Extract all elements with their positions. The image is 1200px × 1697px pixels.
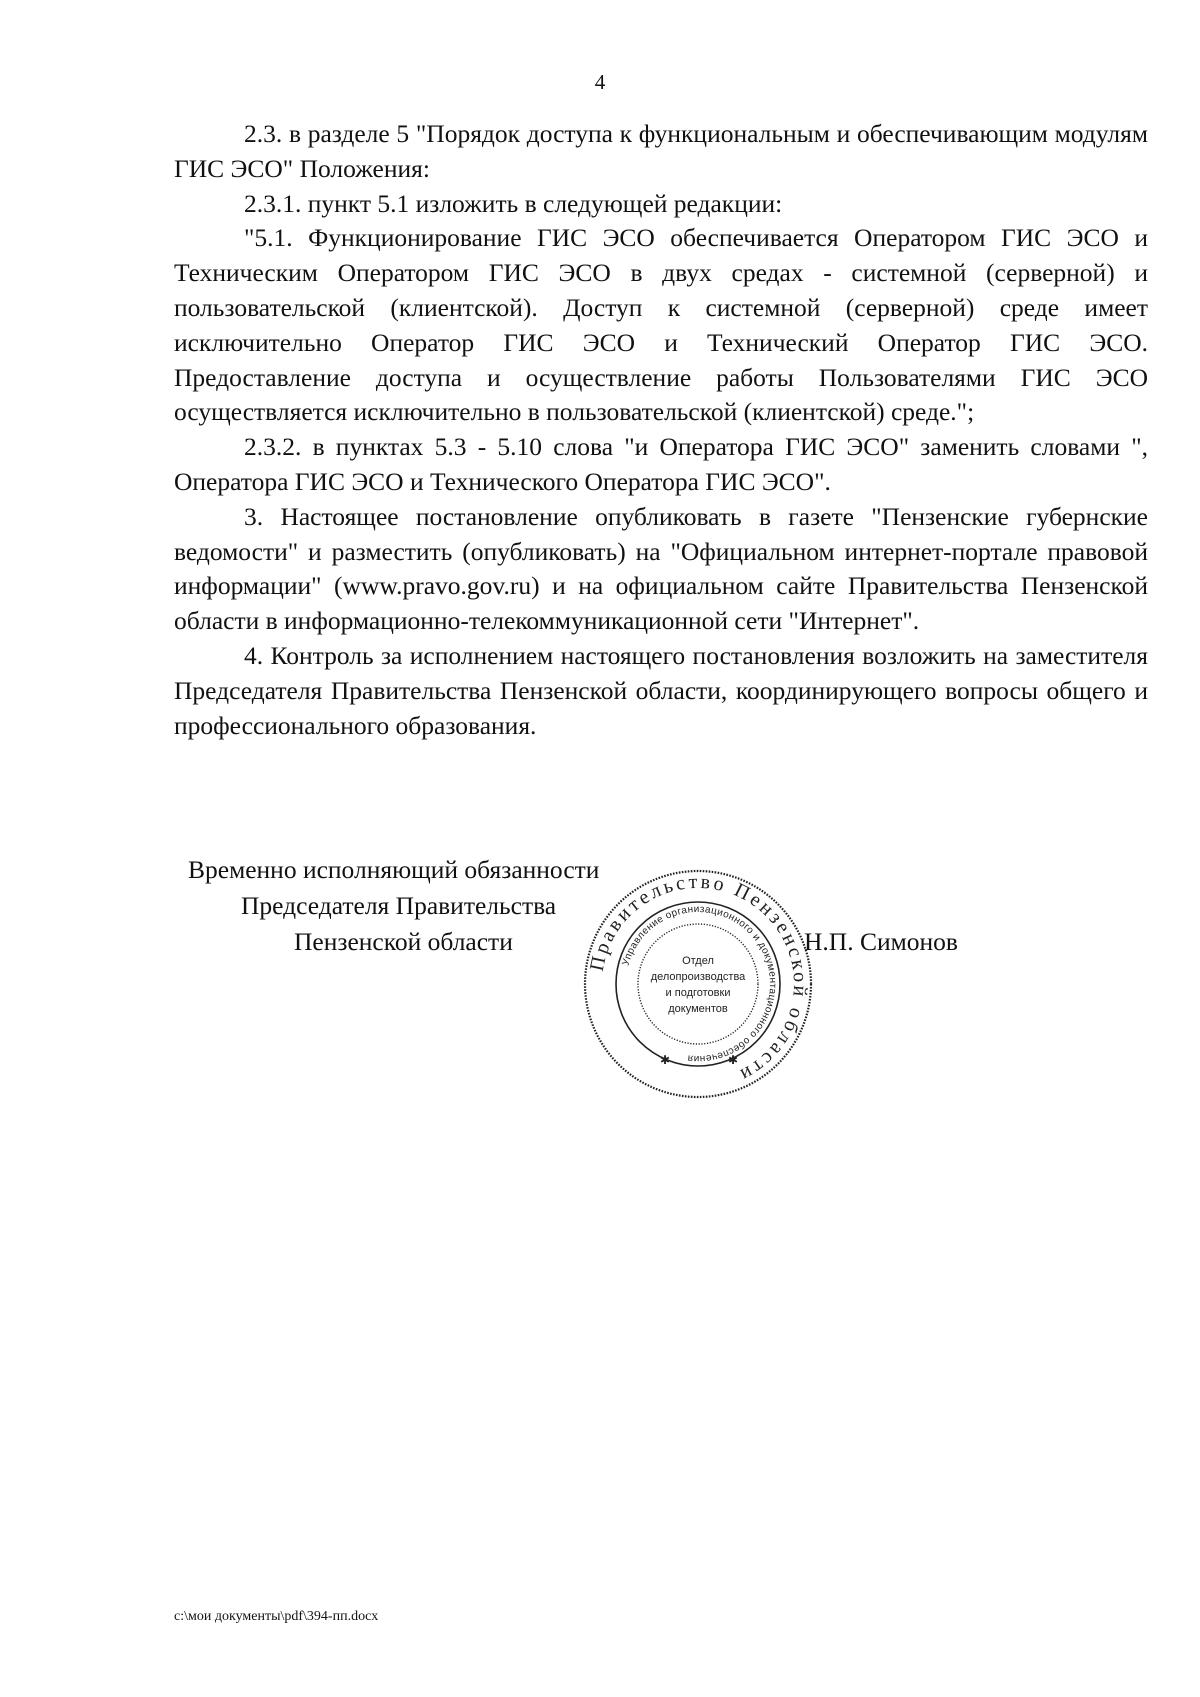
- seal-star-icon: ✱: [660, 1053, 671, 1067]
- paragraph-3: 3. Настоящее постановление опубликовать в газете "Пензенские губернские ведомости" и разместить (опубликовать) на "Официальном интернет-портале правовой информации" (www.pravo.gov.ru) и на официальном сайте Правительства Пензенской области в информационно-телекоммуникационной сети "Интернет".: [174, 501, 1148, 636]
- paragraph-2-3-1: 2.3.1. пункт 5.1 изложить в следующей редакции:: [244, 188, 783, 218]
- seal-center-line-4: документов: [668, 1003, 728, 1015]
- seal-middle-text: Управление организационного и документационного обеспечения: [620, 903, 779, 1065]
- seal-center-line-1: Отдел: [682, 955, 714, 967]
- svg-text:Управление организационного и: [621, 904, 779, 1064]
- page-number: 4: [594, 70, 606, 94]
- seal-center-line-2: делопроизводства: [650, 971, 746, 983]
- seal-star-icon-right: ✱: [728, 1053, 739, 1067]
- paragraph-2-3-2: 2.3.2. в пунктах 5.3 - 5.10 слова "и Оператора ГИС ЭСО" заменить словами ", Оператора ГИС ЭСО и Технического Оператора ГИС ЭСО".: [174, 432, 1148, 496]
- paragraph-2-3: 2.3. в разделе 5 "Порядок доступа к функциональным и обеспечивающим модулям ГИС ЭСО" Положения:: [174, 119, 1148, 183]
- signatory-title-line-3: Пензенской области: [294, 927, 513, 956]
- official-seal: [582, 868, 814, 1100]
- seal-outer-text: Правительство Пензенской области: [585, 870, 812, 1088]
- signatory-name: Н.П. Симонов: [804, 927, 958, 956]
- document-body: [174, 117, 1148, 743]
- signatory-title-line-1: Временно исполняющий обязанности: [188, 855, 600, 884]
- file-path-footer: c:\мои документы\pdf\394-пп.docx: [174, 1609, 379, 1624]
- seal-center-line-3: и подготовки: [665, 987, 731, 999]
- paragraph-5-1-quote: "5.1. Функционирование ГИС ЭСО обеспечивается Оператором ГИС ЭСО и Техническим Оператором ГИС ЭСО в двух средах - системной (серверной) и пользовательской (клиентской). Доступ к системной (серверной) среде имеет исключительно Оператор ГИС ЭСО и Технический Оператор ГИС ЭСО. Предоставление доступа и осуществление работы Пользователями ГИС ЭСО осуществляется исключительно в пользовательской (клиентской) среде.";: [174, 223, 1148, 427]
- paragraph-4: 4. Контроль за исполнением настоящего постановления возложить на заместителя Председателя Правительства Пензенской области, координирующего вопросы общего и профессионального образования.: [174, 640, 1148, 740]
- signatory-title-line-2: Председателя Правительства: [241, 891, 557, 920]
